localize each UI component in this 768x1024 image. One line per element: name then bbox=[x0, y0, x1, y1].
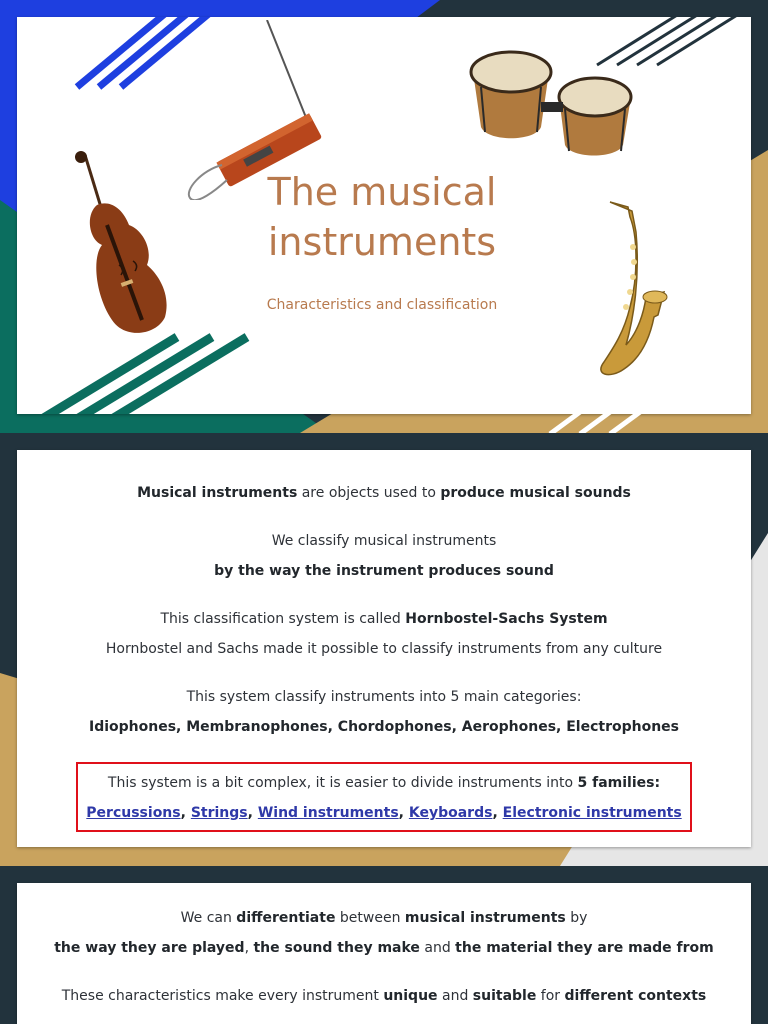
link-electronic-instruments[interactable]: Electronic instruments bbox=[502, 805, 682, 821]
families-highlight-box bbox=[76, 762, 691, 832]
text-fragment: and bbox=[419, 940, 456, 956]
slide-title bbox=[237, 167, 527, 267]
text-fragment: by bbox=[565, 910, 588, 926]
tan-stripes bbox=[540, 412, 660, 433]
violin-image bbox=[67, 145, 177, 345]
text-fragment: for bbox=[536, 988, 565, 1004]
classification-text bbox=[17, 478, 751, 832]
term-suitable: suitable bbox=[472, 988, 537, 1004]
characteristics-text bbox=[17, 903, 751, 1011]
term-differentiate: differentiate bbox=[236, 910, 336, 926]
separator: , bbox=[247, 805, 258, 821]
spacer bbox=[17, 508, 751, 526]
saxophone-image bbox=[580, 197, 670, 377]
families-intro bbox=[86, 768, 681, 798]
families-links bbox=[86, 798, 681, 828]
term-musical-instruments: Musical instruments bbox=[137, 485, 298, 501]
slide-subtitle: Characteristics and classification bbox=[266, 297, 498, 313]
text-fragment: are objects used to bbox=[297, 485, 441, 501]
paragraph-system-description: Hornbostel and Sachs made it possible to classify instruments from any culture bbox=[105, 641, 663, 657]
term-material: the material they are made from bbox=[455, 940, 714, 956]
link-wind-instruments[interactable]: Wind instruments bbox=[257, 805, 399, 821]
text-fragment: and bbox=[437, 988, 473, 1004]
separator: , bbox=[492, 805, 503, 821]
text-fragment: This system is a bit complex, it is easier to divide instruments into bbox=[107, 775, 578, 791]
categories-list: Idiophones, Membranophones, Chordophones, Aerophones, Electrophones bbox=[88, 719, 680, 735]
spacer bbox=[17, 664, 751, 682]
term-produce-sounds: produce musical sounds bbox=[440, 485, 631, 501]
term-hornbostel-sachs: Hornbostel-Sachs System bbox=[405, 611, 608, 627]
paragraph-classify-line2 bbox=[17, 556, 751, 586]
link-keyboards[interactable]: Keyboards bbox=[408, 805, 493, 821]
link-strings[interactable]: Strings bbox=[190, 805, 248, 821]
term-different-contexts: different contexts bbox=[564, 988, 707, 1004]
text-fragment: This classification system is called bbox=[160, 611, 406, 627]
paragraph-definition bbox=[17, 478, 751, 508]
text-fragment: between bbox=[335, 910, 405, 926]
paragraph-categories-list bbox=[17, 712, 751, 742]
term-way-played: the way they are played bbox=[54, 940, 245, 956]
text-fragment: We can bbox=[180, 910, 237, 926]
spacer bbox=[17, 963, 751, 981]
line-differentiate bbox=[17, 903, 751, 933]
line-criteria bbox=[17, 933, 751, 963]
title-line-2: instruments bbox=[267, 220, 497, 264]
classify-criterion: by the way the instrument produces sound bbox=[214, 563, 554, 579]
classification-slide bbox=[17, 450, 751, 847]
term-musical-instruments: musical instruments bbox=[404, 910, 566, 926]
term-sound: the sound they make bbox=[253, 940, 420, 956]
paragraph-categories-intro: This system classify instruments into 5 main categories: bbox=[186, 689, 582, 705]
characteristics-slide-band bbox=[0, 866, 768, 1024]
classification-slide-band bbox=[0, 433, 768, 866]
term-unique: unique bbox=[383, 988, 438, 1004]
characteristics-slide bbox=[17, 883, 751, 1024]
paragraph-classify-line1: We classify musical instruments bbox=[271, 533, 497, 549]
term-5-families: 5 families: bbox=[577, 775, 661, 791]
link-percussions[interactable]: Percussions bbox=[86, 805, 181, 821]
paragraph-system-name bbox=[17, 604, 751, 634]
text-fragment: These characteristics make every instrument bbox=[61, 988, 384, 1004]
text-fragment: , bbox=[244, 940, 254, 956]
title-line-1: The musical bbox=[267, 170, 497, 214]
line-unique bbox=[17, 981, 751, 1011]
bongo-drums-image bbox=[467, 47, 637, 167]
spacer bbox=[17, 742, 751, 760]
separator: , bbox=[180, 805, 191, 821]
spacer bbox=[17, 586, 751, 604]
title-slide bbox=[17, 17, 751, 414]
separator: , bbox=[398, 805, 409, 821]
title-slide-band bbox=[0, 0, 768, 433]
